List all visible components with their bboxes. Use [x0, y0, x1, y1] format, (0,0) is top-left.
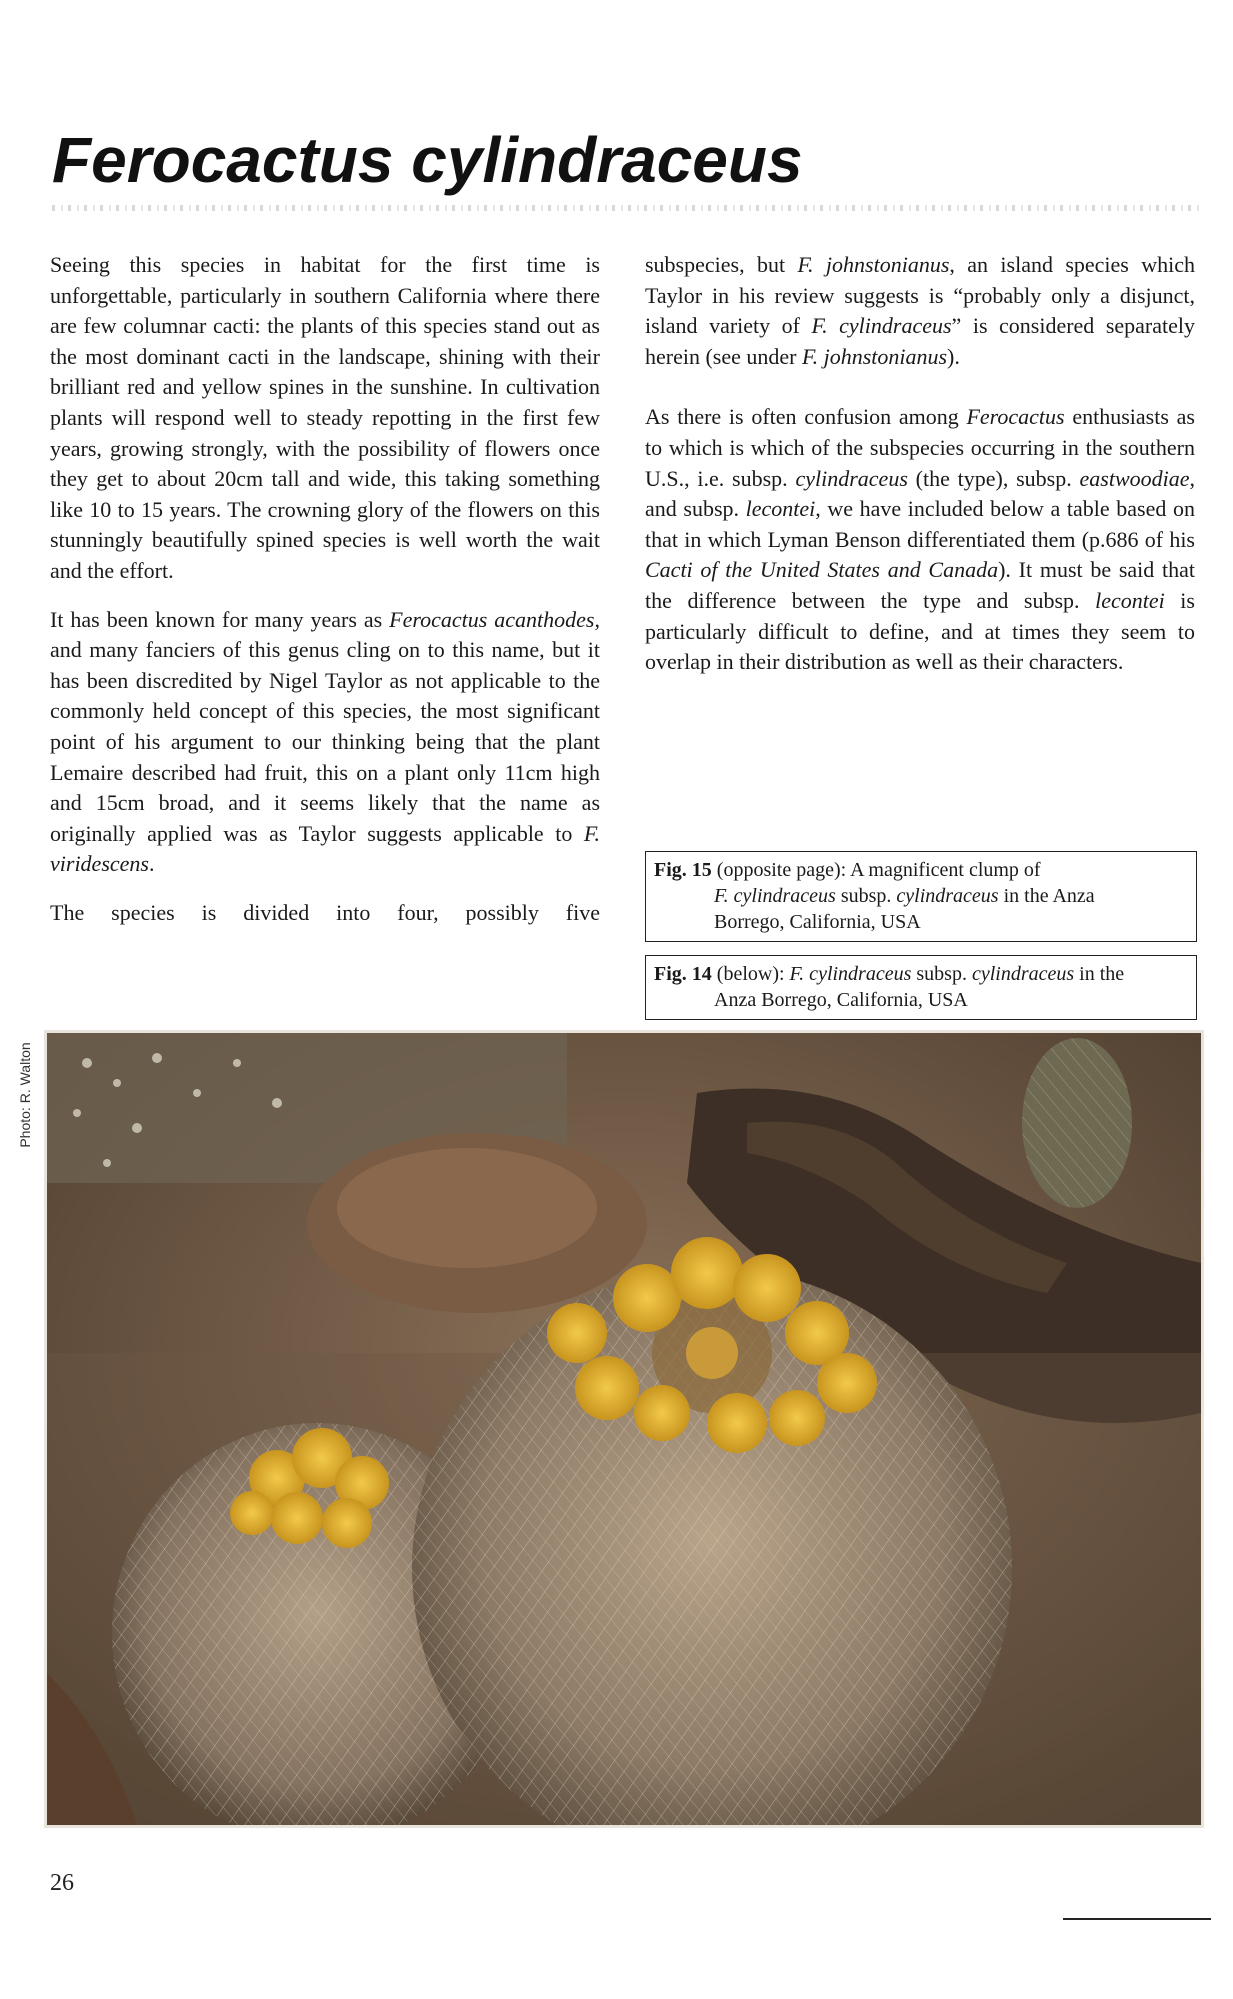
caption-fig15: Fig. 15 (opposite page): A magnificent clump of F. cylindraceus subsp. cylindraceus in the Anza Borrego, California, USA [645, 851, 1197, 942]
title-underline [52, 205, 1202, 211]
footer-rule [1063, 1918, 1211, 1920]
cactus-illustration [47, 1033, 1201, 1825]
left-column [50, 250, 600, 946]
photo-credit: Photo: R. Walton [17, 1042, 33, 1148]
paragraph-subspecies-start: The species is divided into four, possibly five [50, 899, 600, 925]
paragraph-intro: Seeing this species in habitat for the first time is unforgettable, particularly in southern California where there are few columnar cacti: the plants of this species stand out as the most dominant cacti in the landscape, shining with their brilliant red and yellow spines in the sunshine. In cultivation plants will respond well to steady repotting in the first few years, growing strongly, with the possibility of flowers once they get to about 20cm tall and wide, this taking something like 10 to 15 years. The crowning glory of the flowers on this stunningly beautifully spined species is well worth the wait and the effort. [50, 252, 600, 583]
right-column [645, 250, 1195, 696]
page-number: 26 [50, 1870, 74, 1896]
caption-fig14: Fig. 14 (below): F. cylindraceus subsp. cylindraceus in the Anza Borrego, California, USA [645, 955, 1197, 1020]
cactus-photo [44, 1030, 1204, 1828]
page-title: Ferocactus cylindraceus [52, 124, 803, 196]
paragraph-subspecies-cont: subspecies, but F. johnstonianus, an island species which Taylor in his review suggests is “probably only a disjunct, island variety of F. cylindraceus” is considered separately herein (see under F. johnstonianus). [645, 252, 1195, 369]
paragraph-nomenclature: It has been known for many years as Ferocactus acanthodes, and many fanciers of this genus cling on to this name, but it has been discredited by Nigel Taylor as not applicable to the commonly held concept of this species, the most significant point of his argument to our thinking being that the plant Lemaire described had fruit, this on a plant only 11cm high and 15cm broad, and it seems likely that the name as originally applied was as Taylor suggests applicable to F. viridescens. [50, 606, 600, 877]
paragraph-benson-table: As there is often confusion among Ferocactus enthusiasts as to which is which of the subspecies occurring in the southern U.S., i.e. subsp. cylindraceus (the type), subsp. eastwoodiae, and subsp. lecontei, we have included below a table based on that in which Lyman Benson differentiated them (p.686 of his Cacti of the United States and Canada). It must be said that the difference between the type and subsp. lecontei is particularly difficult to define, and at times they seem to overlap in their distribution as well as their characters. [645, 404, 1196, 675]
